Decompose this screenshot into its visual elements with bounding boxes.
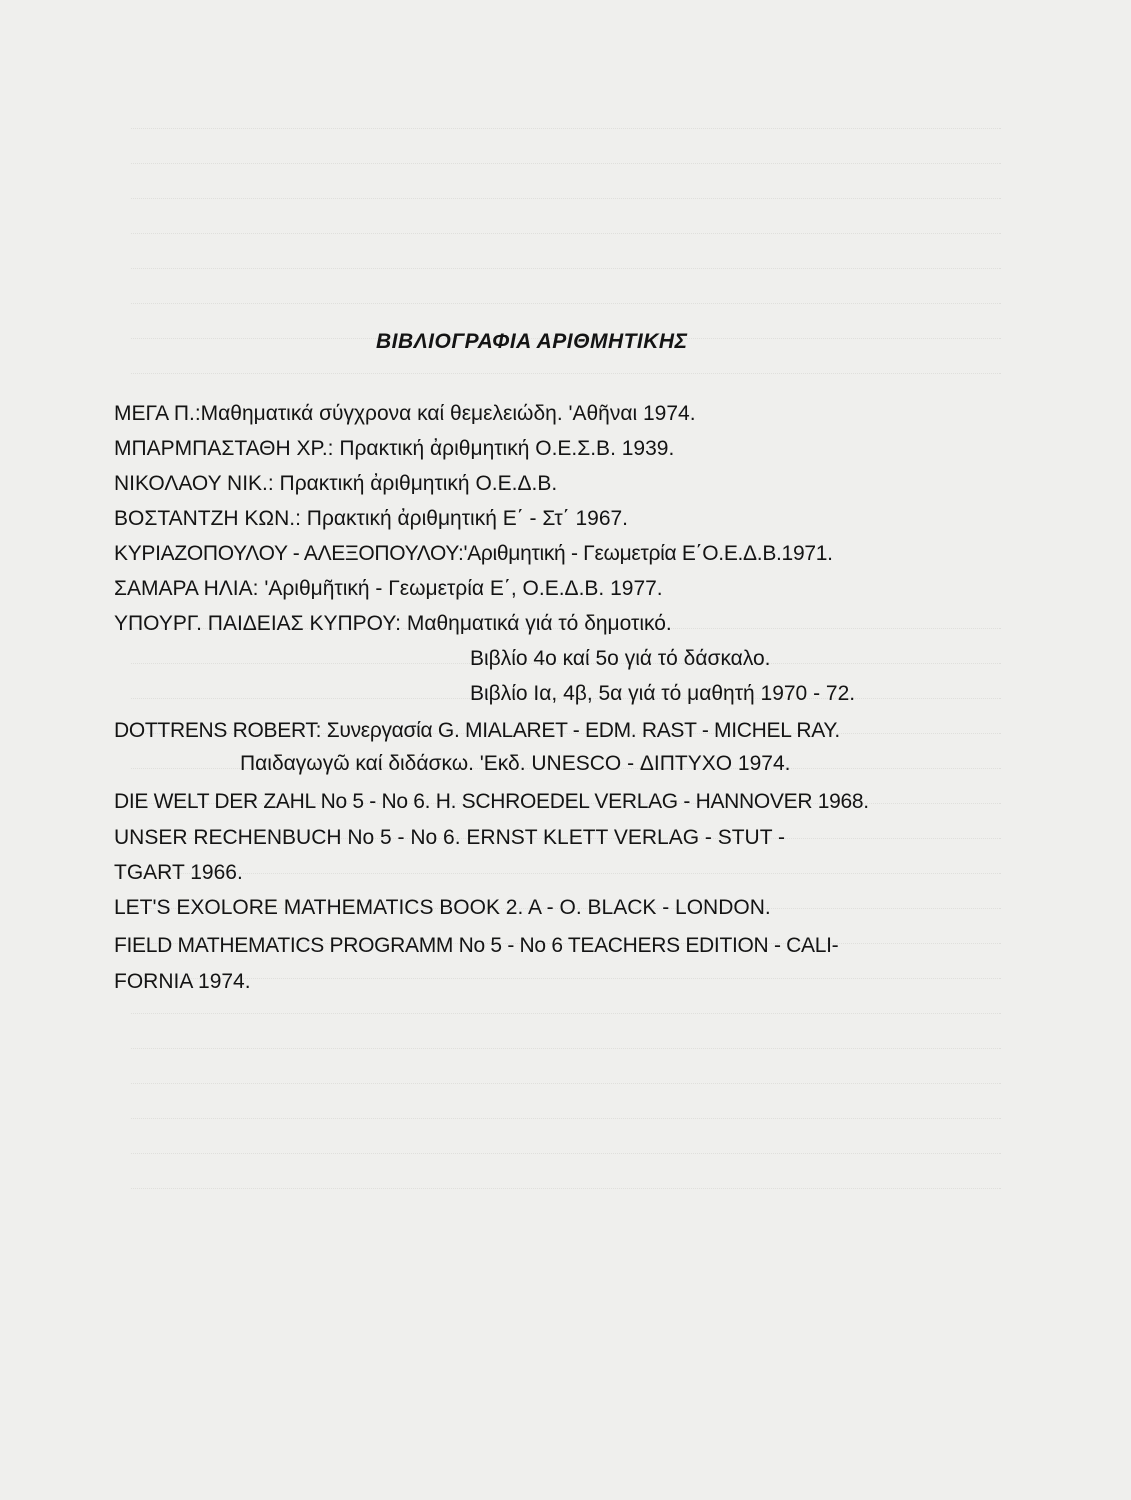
- bibliography-entry: ΜΠΑΡΜΠΑΣΤΑΘΗ ΧΡ.: Πρακτική ἀριθμητική Ο.Ε.Σ.Β. 1939.: [114, 437, 675, 460]
- bibliography-entry: LET'S EXOLORE MATHEMATICS BOOK 2. A - O. BLACK - LONDON.: [114, 896, 771, 919]
- bibliography-entry-continuation: TGART 1966.: [114, 861, 243, 884]
- bibliography-entry: ΚΥΡΙΑΖΟΠΟΥΛΟΥ - ΑΛΕΞΟΠΟΥΛΟΥ:'Αριθμητική - Γεωμετρία Ε΄Ο.Ε.Δ.Β.1971.: [114, 542, 833, 565]
- bibliography-entry: DOTTRENS ROBERT: Συνεργασία G. MIALARET - EDM. RAST - MICHEL RAY.: [114, 719, 840, 742]
- bibliography-entry: FIELD MATHEMATICS PROGRAMM No 5 - No 6 TEACHERS EDITION - CALI-: [114, 934, 839, 957]
- bibliography-entry-continuation: Βιβλίο Ια, 4β, 5α γιά τό μαθητή 1970 - 72.: [470, 682, 856, 705]
- bibliography-entry: ΜΕΓΑ Π.:Μαθηματικά σύγχρονα καί θεμελειώδη. 'Αθῆναι 1974.: [114, 402, 696, 425]
- bibliography-entry-continuation: Βιβλίο 4ο καί 5ο γιά τό δάσκαλο.: [470, 647, 771, 670]
- bibliography-entry: UNSER RECHENBUCH No 5 - No 6. ERNST KLETT VERLAG - STUT -: [114, 826, 785, 849]
- bibliography-entry: ΣΑΜΑΡΑ ΗΛΙΑ: 'Αριθμῆτική - Γεωμετρία Ε΄, Ο.Ε.Δ.Β. 1977.: [114, 577, 663, 600]
- bibliography-entry: ΝΙΚΟΛΑΟΥ ΝΙΚ.: Πρακτική ἀριθμητική Ο.Ε.Δ.Β.: [114, 472, 558, 495]
- page-title: ΒΙΒΛΙΟΓΡΑΦΙΑ ΑΡΙΘΜΗΤΙΚΗΣ: [376, 330, 688, 353]
- bibliography-entry: ΒΟΣΤΑΝΤΖΗ ΚΩΝ.: Πρακτική ἀριθμητική Ε΄ - Στ΄ 1967.: [114, 507, 629, 530]
- bibliography-entry-continuation: FORNIA 1974.: [114, 970, 251, 993]
- bibliography-entry-continuation: Παιδαγωγῶ καί διδάσκω. 'Εκδ. UNESCO - ΔΙΠΤΥΧΟ 1974.: [240, 752, 791, 775]
- bibliography-entry: ΥΠΟΥΡΓ. ΠΑΙΔΕΙΑΣ ΚΥΠΡΟΥ: Μαθηματικά γιά τό δημοτικό.: [114, 612, 672, 635]
- bibliography-entry: DIE WELT DER ZAHL No 5 - No 6. H. SCHROEDEL VERLAG - HANNOVER 1968.: [114, 790, 869, 813]
